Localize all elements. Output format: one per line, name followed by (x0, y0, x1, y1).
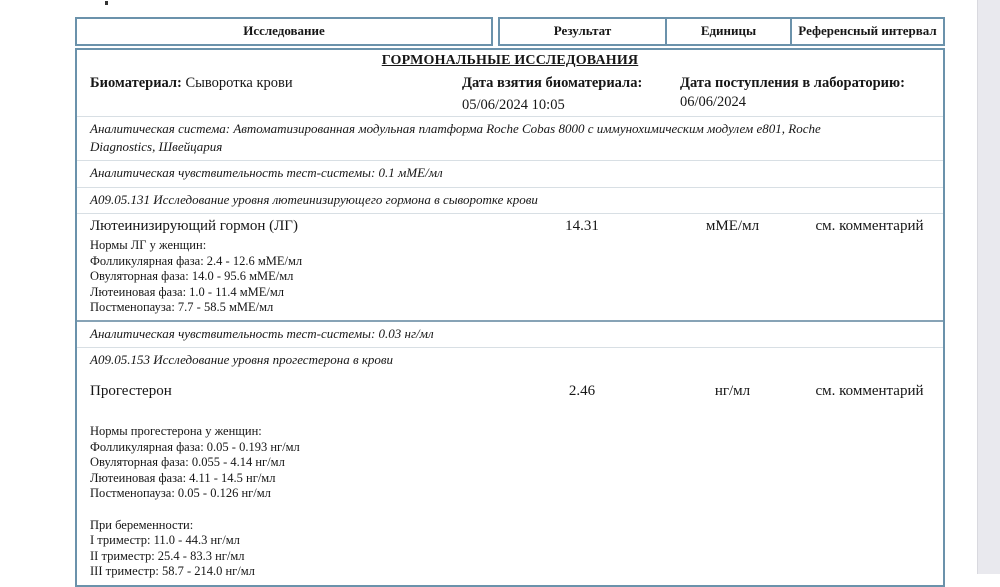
norm-line: Нормы ЛГ у женщин: (90, 238, 207, 252)
report-title (77, 50, 943, 70)
biomaterial-label: Биоматериал: (90, 75, 182, 91)
norm-line: Овуляторная фаза: 0.055 - 4.14 нг/мл (90, 455, 285, 470)
column-header-units: Единицы (665, 17, 792, 46)
norm-line: При беременности: (90, 517, 194, 532)
analytical-system-line: Аналитическая система: Автоматизированная модульная платформа Roche Cobas 8000 с иммунохимическим модулем e801, Roche Diagnostics, Швейцария (77, 117, 943, 161)
received-date-value: 06/06/2024 (680, 94, 747, 110)
norm-line: Лютеиновая фаза: 4.11 - 14.5 нг/мл (90, 470, 276, 485)
test-units-lh: мМЕ/мл (705, 218, 760, 234)
biomaterial-value: Сыворотка крови (185, 75, 293, 91)
report-body (75, 48, 945, 587)
norm-line: Постменопауза: 7.7 - 58.5 мМЕ/мл (90, 300, 274, 315)
biomaterial (90, 75, 293, 92)
collection-date-value: 05/06/2024 10:05 (462, 97, 565, 113)
report-info-row (77, 70, 943, 117)
collection-date-label: Дата взятия биоматериала: (462, 75, 643, 91)
received-date-label: Дата поступления в лабораторию: (680, 75, 905, 91)
study-code-line-progesterone: A09.05.153 Исследование уровня прогестерона в крови (90, 352, 394, 368)
test-name-progesterone: Прогестерон (90, 382, 172, 399)
test-result-lh: 14.31 (565, 218, 599, 234)
column-header-result: Результат (498, 17, 667, 46)
study-code-line-lh: A09.05.131 Исследование уровня лютеинизирующего гормона в сыворотке крови (77, 188, 943, 215)
test-name-lh: Лютеинизирующий гормон (ЛГ) (90, 218, 298, 234)
norm-line: II триместр: 25.4 - 83.3 нг/мл (90, 548, 245, 563)
norm-line: Лютеиновая фаза: 1.0 - 11.4 мМЕ/мл (90, 284, 285, 299)
page-artifact-dot (105, 1, 108, 5)
norm-line: III триместр: 58.7 - 214.0 нг/мл (90, 564, 255, 579)
test-reference-progesterone: см. комментарий (815, 382, 924, 399)
lab-report-table (75, 17, 945, 587)
norms-block-lh (77, 237, 943, 322)
norm-line-spacer (90, 502, 943, 518)
column-header-study: Исследование (75, 17, 493, 46)
norms-block-progesterone (77, 423, 943, 585)
collection-date (462, 75, 642, 114)
scrollbar-track[interactable] (977, 0, 1000, 574)
norm-line: Нормы прогестерона у женщин: (90, 423, 262, 438)
table-header-group (498, 17, 945, 46)
norm-line: Фолликулярная фаза: 0.05 - 0.193 нг/мл (90, 439, 300, 454)
test-units-progesterone: нг/мл (714, 382, 751, 399)
result-row-progesterone (77, 374, 943, 410)
norm-line: Постменопауза: 0.05 - 0.126 нг/мл (90, 486, 271, 501)
report-title-text: ГОРМОНАЛЬНЫЕ ИССЛЕДОВАНИЯ (381, 53, 639, 68)
test-reference-lh: см. комментарий (815, 218, 924, 234)
sensitivity-line-progesterone: Аналитическая чувствительность тест-системы: 0.03 нг/мл (77, 322, 943, 349)
received-date (680, 75, 905, 111)
sensitivity-line-lh: Аналитическая чувствительность тест-системы: 0.1 мМЕ/мл (77, 161, 943, 188)
table-header-row (75, 17, 945, 46)
test-result-progesterone: 2.46 (568, 382, 596, 399)
result-row-lh (77, 214, 943, 237)
norm-line: Овуляторная фаза: 14.0 - 95.6 мМЕ/мл (90, 269, 294, 284)
norm-line: I триместр: 11.0 - 44.3 нг/мл (90, 533, 240, 548)
column-header-reference: Референсный интервал (790, 17, 945, 46)
norm-line: Фолликулярная фаза: 2.4 - 12.6 мМЕ/мл (90, 253, 303, 268)
